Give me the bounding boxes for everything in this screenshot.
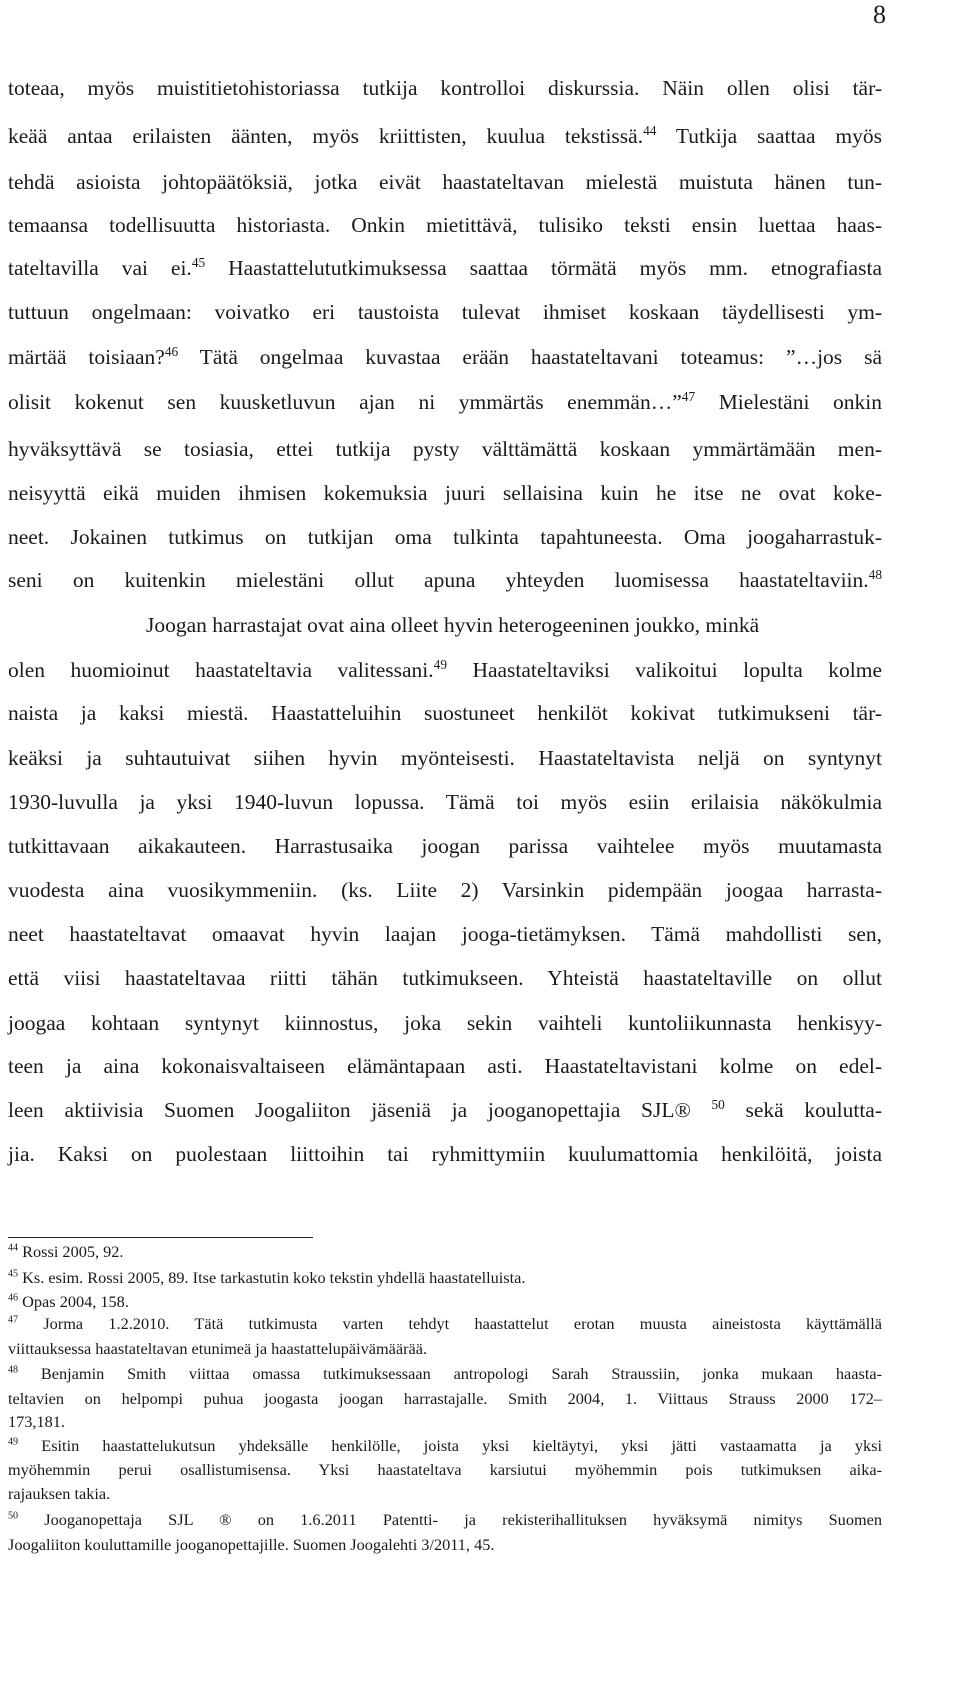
text-run: Jorma 1.2.2010. Tätä tutkimusta varten tehdyt haastattelut erotan muusta aineistosta käyttämällä: [18, 1314, 882, 1333]
footnote-line: [8, 1434, 882, 1458]
footnote-marker: 49: [8, 1436, 19, 1448]
text-run: tutkittavaan aikakauteen. Harrastusaika joogan parissa vaihtelee myös muutamasta: [8, 834, 882, 858]
footnote-line: [8, 1240, 882, 1264]
text-run: seni on kuitenkin mielestäni ollut apuna yhteyden luomisessa haastateltaviin.: [8, 568, 869, 592]
body-text-line: [8, 116, 882, 156]
footnote-marker: 48: [8, 1364, 19, 1376]
text-run: Mielestäni onkin: [695, 390, 882, 414]
text-run: naista ja kaksi miestä. Haastatteluihin suostuneet henkilöt kokivat tutkimukseni tär-: [8, 701, 882, 725]
body-text-line: [8, 205, 882, 245]
text-run: että viisi haastateltavaa riitti tähän tutkimukseen. Yhteistä haastateltaville on ollut: [8, 966, 882, 990]
text-run: viittauksessa haastateltavan etunimeä ja haastattelupäivämäärää.: [8, 1339, 428, 1358]
footnote-marker: 45: [8, 1268, 19, 1280]
text-run: keää antaa erilaisten äänten, myös kriittisten, kuulua tekstissä.: [8, 124, 644, 148]
body-text-line: [8, 337, 882, 377]
footnote-marker: 44: [8, 1242, 19, 1254]
text-run: olen huomioinut haastateltavia valitessani.: [8, 658, 434, 682]
body-text-line: [8, 826, 882, 866]
text-run: märtää toisiaan?: [8, 345, 165, 369]
footnote-marker: 50: [711, 1096, 725, 1112]
body-text-line: [8, 473, 882, 513]
text-run: Haastateltaviksi valikoitui lopulta kolme: [446, 658, 882, 682]
body-text-line: [8, 162, 882, 202]
footnote-line: [8, 1508, 882, 1532]
text-run: Tätä ongelmaa kuvastaa erään haastateltavani toteamus: ”…jos sä: [178, 345, 883, 369]
body-text-line: [8, 693, 882, 733]
text-run: keäksi ja suhtautuivat siihen hyvin myönteisesti. Haastateltavista neljä on syntynyt: [8, 746, 882, 770]
footnote-marker: 44: [643, 122, 657, 138]
footnote-line: [8, 1458, 882, 1482]
body-text-line: [8, 782, 882, 822]
footnote-marker: 45: [191, 254, 206, 270]
text-run: Ks. esim. Rossi 2005, 89. Itse tarkastutin koko tekstin yhdellä haastatelluista.: [18, 1268, 526, 1287]
text-run: Jooganopettaja SJL ® on 1.6.2011 Patentti- ja rekisterihallituksen hyväksymä nimitys Suomen: [18, 1510, 882, 1529]
body-text-line: [8, 1134, 882, 1174]
text-run: neisyyttä eikä muiden ihmisen kokemuksia juuri sellaisina kuin he itse ne ovat koke-: [8, 481, 882, 505]
body-text-line: [8, 382, 882, 422]
footnote-marker: 47: [8, 1314, 19, 1326]
text-run: Joogaliiton kouluttamille jooganopettajille. Suomen Joogalehti 3/2011, 45.: [8, 1535, 495, 1554]
footnote-line: [8, 1387, 882, 1411]
text-run: temaansa todellisuutta historiasta. Onkin mietittävä, tulisiko teksti ensin luettaa haas-: [8, 213, 882, 237]
body-text-line: [8, 870, 882, 910]
text-run: neet. Jokainen tutkimus on tutkijan oma tulkinta tapahtuneesta. Oma joogaharrastuk-: [8, 525, 882, 549]
text-run: neet haastateltavat omaavat hyvin laajan jooga-tietämyksen. Tämä mahdollisti sen,: [8, 922, 882, 946]
footnote-line: [8, 1312, 882, 1336]
text-run: 173,181.: [8, 1412, 65, 1431]
body-text-line: [8, 650, 882, 690]
footnote-line: [8, 1266, 882, 1290]
text-run: joogaa kohtaan syntynyt kiinnostus, joka sekin vaihteli kuntoliikunnasta henkisyy-: [8, 1011, 882, 1035]
text-run: myöhemmin perui osallistumisensa. Yksi haastateltava karsiutui myöhemmin pois tutkimuksen aika-: [8, 1460, 882, 1479]
text-run: Opas 2004, 158.: [18, 1292, 129, 1311]
footnote-line: [8, 1533, 882, 1557]
text-run: tuttuun ongelmaan: voivatko eri taustoista tulevat ihmiset koskaan täydellisesti ym-: [8, 300, 882, 324]
text-run: olisit kokenut sen kuusketluvun ajan ni ymmärtäs enemmän…”: [8, 390, 682, 414]
footnote-separator: [8, 1237, 313, 1238]
footnote-marker: 46: [164, 343, 179, 359]
body-text-line: [8, 248, 882, 288]
footnote-line: [8, 1362, 882, 1386]
body-text-line: [8, 429, 882, 469]
text-run: Esitin haastattelukutsun yhdeksälle henkilölle, joista yksi kieltäytyi, yksi jätti vastaamatta ja yksi: [18, 1436, 882, 1455]
body-text-line: [8, 738, 882, 778]
text-run: toteaa, myös muistitietohistoriassa tutkija kontrolloi diskurssia. Näin ollen olisi tär-: [8, 76, 882, 100]
body-text-line: [8, 68, 882, 108]
body-text-line: [146, 605, 882, 645]
body-text-line: [8, 1003, 882, 1043]
body-text-line: [8, 1090, 882, 1130]
text-run: 1930-luvulla ja yksi 1940-luvun lopussa. Tämä toi myös esiin erilaisia näkökulmia: [8, 790, 882, 814]
body-text-line: [8, 517, 882, 557]
page-number: 8: [873, 0, 886, 29]
footnote-marker: 46: [8, 1292, 19, 1304]
text-run: tateltavilla vai ei.: [8, 256, 192, 280]
text-run: Joogan harrastajat ovat aina olleet hyvin heterogeeninen joukko, minkä: [146, 613, 760, 637]
footnote-marker: 49: [433, 656, 447, 672]
text-run: teltavien on helpompi puhua joogasta joogan harrastajalle. Smith 2004, 1. Viittaus Strauss 2000 172–: [8, 1389, 882, 1408]
footnote-line: [8, 1290, 882, 1314]
body-text-line: [8, 292, 882, 332]
text-run: sekä koulutta-: [724, 1098, 882, 1122]
body-text-line: [8, 914, 882, 954]
body-text-line: [8, 1046, 882, 1086]
body-text-line: [8, 560, 882, 600]
footnote-line: [8, 1410, 882, 1434]
text-run: jia. Kaksi on puolestaan liittoihin tai ryhmittymiin kuulumattomia henkilöitä, joista: [8, 1142, 882, 1166]
footnote-line: [8, 1482, 882, 1506]
text-run: hyväksyttävä se tosiasia, ettei tutkija pysty välttämättä koskaan ymmärtämään men-: [8, 437, 882, 461]
footnote-line: [8, 1337, 882, 1361]
text-run: vuodesta aina vuosikymmeniin. (ks. Liite 2) Varsinkin pidempään joogaa harrasta-: [8, 878, 882, 902]
footnote-marker: 47: [681, 388, 696, 404]
text-run: Benjamin Smith viittaa omassa tutkimuksessaan antropologi Sarah Straussiin, jonka mukaan haasta-: [18, 1364, 882, 1383]
text-run: Haastattelututkimuksessa saattaa törmätä myös mm. etnografiasta: [205, 256, 882, 280]
text-run: tehdä asioista johtopäätöksiä, jotka eivät haastateltavan mielestä muistuta hänen tun-: [8, 170, 882, 194]
text-run: rajauksen takia.: [8, 1484, 111, 1503]
text-run: teen ja aina kokonaisvaltaiseen elämäntapaan asti. Haastateltavistani kolme on edel-: [8, 1054, 882, 1078]
text-run: leen aktiivisia Suomen Joogaliiton jäseniä ja jooganopettajia SJL®: [8, 1098, 712, 1122]
footnote-marker: 50: [8, 1510, 19, 1522]
footnote-marker: 48: [868, 566, 882, 582]
text-run: Rossi 2005, 92.: [18, 1242, 124, 1261]
text-run: Tutkija saattaa myös: [656, 124, 882, 148]
body-text-line: [8, 958, 882, 998]
